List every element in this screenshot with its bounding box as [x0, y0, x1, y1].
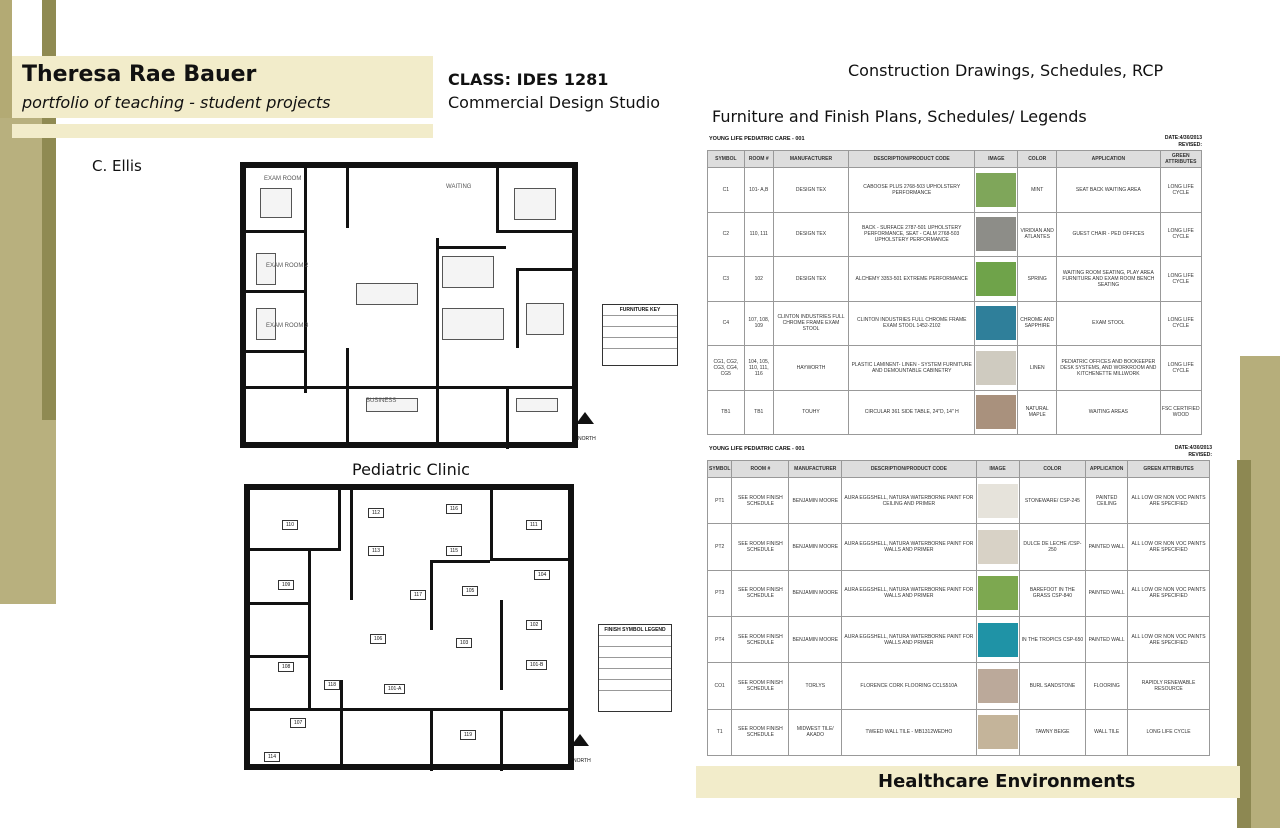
material-swatch: [976, 217, 1016, 251]
material-swatch: [978, 715, 1018, 749]
finish_schedule-cell-color: BURL SANDSTONE: [1019, 663, 1086, 709]
finish_schedule-cell-sym: T1: [708, 709, 732, 755]
material-swatch: [976, 306, 1016, 340]
finish_schedule-cell-app: WALL TILE: [1086, 709, 1128, 755]
furniture_schedule-cell-desc: PLASTIC LAMINENT- LINEN - SYSTEM FURNITURE AND DEMOUNTABLE CABINETRY: [849, 346, 975, 391]
furniture_schedule-cell-color: NATURAL MAPLE: [1018, 390, 1057, 435]
furniture_schedule-cell-app: GUEST CHAIR - PED OFFICES: [1057, 212, 1160, 257]
finish_schedule-cell-sym: PT2: [708, 524, 732, 570]
finish_schedule-cell-green: LONG LIFE CYCLE: [1128, 709, 1210, 755]
furniture-key-title: FURNITURE KEY: [603, 305, 677, 316]
finish_schedule-cell-green: ALL LOW OR NON VOC PAINTS ARE SPECIFIED: [1128, 524, 1210, 570]
finish_schedule-image-cell: [976, 570, 1019, 616]
finish_schedule-header-cell: IMAGE: [976, 461, 1019, 478]
furniture_schedule-cell-mfr: DESIGN TEX: [773, 168, 848, 213]
finish_schedule-cell-mfr: BENJAMIN MOORE: [789, 478, 842, 524]
finish_schedule-header-cell: SYMBOL: [708, 461, 732, 478]
furniture_schedule-cell-mfr: TOUHY: [773, 390, 848, 435]
furniture_schedule-cell-room: 110, 111: [744, 212, 773, 257]
finish_schedule-header-cell: APPLICATION: [1086, 461, 1128, 478]
furniture_schedule-image-cell: [975, 390, 1018, 435]
furniture_schedule-cell-color: VIRIDIAN AND ATLANTES: [1018, 212, 1057, 257]
furniture_schedule-image-cell: [975, 212, 1018, 257]
finish-schedule-date: DATE:4/30/2013: [1174, 445, 1212, 451]
finish_schedule-cell-color: BAREFOOT IN THE GRASS CSP-840: [1019, 570, 1086, 616]
material-swatch: [978, 669, 1018, 703]
finish_schedule-cell-app: FLOORING: [1086, 663, 1128, 709]
material-swatch: [976, 262, 1016, 296]
furniture_schedule-cell-color: MINT: [1018, 168, 1057, 213]
furniture_schedule-cell-app: PEDIATRIC OFFICES AND BOOKEEPER DESK SYSTEMS, AND WORKROOM AND KITCHENETTE MILLWORK: [1057, 346, 1160, 391]
material-swatch: [976, 351, 1016, 385]
furniture_schedule-cell-sym: TB1: [708, 390, 745, 435]
finish_schedule-cell-green: RAPIDLY RENEWABLE RESOURCE: [1128, 663, 1210, 709]
finish_schedule-cell-color: TAWNY BEIGE: [1019, 709, 1086, 755]
finish_schedule-image-cell: [976, 524, 1019, 570]
finish-plan: 110 112 116 111 113 115 109 117 105 104 102 106 103 101-B 108 118 101-A 107 114 119: [244, 484, 574, 770]
furniture_schedule-header-cell: MANUFACTURER: [773, 151, 848, 168]
table-row: [708, 709, 1210, 755]
finish_schedule-cell-room: SEE ROOM FINISH SCHEDULE: [732, 570, 789, 616]
furniture_schedule-cell-room: TB1: [744, 390, 773, 435]
material-swatch: [978, 576, 1018, 610]
table-row: [708, 524, 1210, 570]
table-row: [708, 663, 1210, 709]
finish_schedule-cell-desc: AURA EGGSHELL, NATURA WATERBORNE PAINT FOR WALLS AND PRIMER: [842, 616, 976, 662]
furniture_schedule-cell-room: 107, 108, 109: [744, 301, 773, 346]
finish_schedule-header-cell: ROOM #: [732, 461, 789, 478]
furniture_schedule-cell-desc: CABOOSE PLUS 2768-503 UPHOLSTERY PERFORMANCE: [849, 168, 975, 213]
material-swatch: [978, 484, 1018, 518]
furniture_schedule-cell-app: WAITING ROOM SEATING, PLAY AREA FURNITURE AND EXAM ROOM BENCH SEATING: [1057, 257, 1160, 302]
finish_schedule-cell-sym: PT1: [708, 478, 732, 524]
furniture_schedule-cell-room: 104, 105, 110, 111, 116: [744, 346, 773, 391]
furniture_schedule-cell-color: SPRING: [1018, 257, 1057, 302]
class-code: CLASS: IDES 1281: [448, 70, 609, 89]
furniture_schedule-image-cell: [975, 168, 1018, 213]
furniture_schedule-cell-app: SEAT BACK WAITING AREA: [1057, 168, 1160, 213]
furniture_schedule-image-cell: [975, 301, 1018, 346]
finish_schedule-image-cell: [976, 616, 1019, 662]
finish_schedule-cell-room: SEE ROOM FINISH SCHEDULE: [732, 524, 789, 570]
furniture_schedule-cell-room: 102: [744, 257, 773, 302]
furniture-schedule-title: YOUNG LIFE PEDIATRIC CARE - 001: [709, 136, 805, 142]
furniture_schedule-header-cell: APPLICATION: [1057, 151, 1160, 168]
north-label-2: NORTH: [573, 758, 591, 764]
north-arrow-icon: [576, 412, 594, 424]
plan-title: Pediatric Clinic: [352, 460, 470, 479]
furniture_schedule-cell-desc: ALCHEMY 3353-501 EXTREME PERFORMANCE: [849, 257, 975, 302]
furniture_schedule-cell-room: 101- A,B: [744, 168, 773, 213]
furniture_schedule-cell-mfr: DESIGN TEX: [773, 212, 848, 257]
furniture_schedule-cell-desc: CLINTON INDUSTRIES FULL CHROME FRAME EXAM STOOL 1452-2102: [849, 301, 975, 346]
furniture-schedule-date: DATE:4/30/2013: [1164, 135, 1202, 141]
finish_schedule-header-cell: GREEN ATTRIBUTES: [1128, 461, 1210, 478]
furniture_schedule-cell-sym: C1: [708, 168, 745, 213]
table-row: [708, 390, 1202, 435]
student-name: C. Ellis: [92, 157, 142, 175]
furniture_schedule-cell-color: LINEN: [1018, 346, 1057, 391]
finish_schedule-cell-app: PAINTED WALL: [1086, 616, 1128, 662]
finish_schedule-cell-desc: FLORENCE CORK FLOORING CCLS510A: [842, 663, 976, 709]
finish_schedule-cell-sym: PT3: [708, 570, 732, 616]
finish_schedule-cell-green: ALL LOW OR NON VOC PAINTS ARE SPECIFIED: [1128, 478, 1210, 524]
table-row: [708, 257, 1202, 302]
furniture_schedule-cell-green: LONG LIFE CYCLE: [1160, 301, 1201, 346]
finish_schedule-cell-desc: AURA EGGSHELL, NATURA WATERBORNE PAINT FOR WALLS AND PRIMER: [842, 570, 976, 616]
finish_schedule-cell-mfr: BENJAMIN MOORE: [789, 570, 842, 616]
furniture_schedule-cell-green: LONG LIFE CYCLE: [1160, 168, 1201, 213]
footer-title: Healthcare Environments: [878, 771, 1136, 792]
finish_schedule-cell-mfr: BENJAMIN MOORE: [789, 616, 842, 662]
furniture_schedule-image-cell: [975, 346, 1018, 391]
furniture_schedule-header-cell: SYMBOL: [708, 151, 745, 168]
table-row: [708, 168, 1202, 213]
finish-schedule-title: YOUNG LIFE PEDIATRIC CARE - 001: [709, 446, 805, 452]
finish-legend-title: FINISH SYMBOL LEGEND: [599, 625, 671, 636]
finish_schedule-image-cell: [976, 478, 1019, 524]
furniture_schedule-cell-sym: CG1, CG2, CG3, CG4, CG5: [708, 346, 745, 391]
material-swatch: [976, 395, 1016, 429]
finish_schedule-cell-green: ALL LOW OR NON VOC PAINTS ARE SPECIFIED: [1128, 616, 1210, 662]
finish-symbol-legend: [598, 624, 672, 712]
furniture_schedule-cell-sym: C4: [708, 301, 745, 346]
finish_schedule-cell-color: STONEWARE/ CSP-245: [1019, 478, 1086, 524]
finish-schedule-table: [707, 460, 1210, 756]
finish_schedule-cell-mfr: TORLYS: [789, 663, 842, 709]
north-arrow-icon-2: [571, 734, 589, 746]
author-name: Theresa Rae Bauer: [22, 62, 257, 87]
furniture_schedule-header-cell: ROOM #: [744, 151, 773, 168]
furniture_schedule-cell-color: CHROME AND SAPPHIRE: [1018, 301, 1057, 346]
furniture-schedule-revised: REVISED:: [1178, 142, 1202, 148]
material-swatch: [978, 623, 1018, 657]
class-name: Commercial Design Studio: [448, 93, 661, 112]
material-swatch: [976, 173, 1016, 207]
furniture-plan: EXAM ROOM WAITING EXAM ROOM 2 EXAM ROOM 3 BUSINESS: [240, 162, 578, 448]
table-row: [708, 616, 1210, 662]
furniture_schedule-cell-sym: C3: [708, 257, 745, 302]
finish_schedule-cell-room: SEE ROOM FINISH SCHEDULE: [732, 616, 789, 662]
finish_schedule-cell-color: DULCE DE LECHE /CSP-250: [1019, 524, 1086, 570]
finish_schedule-header-cell: MANUFACTURER: [789, 461, 842, 478]
finish_schedule-cell-app: PAINTED CEILING: [1086, 478, 1128, 524]
table-row: [708, 478, 1210, 524]
furniture_schedule-cell-green: LONG LIFE CYCLE: [1160, 257, 1201, 302]
finish_schedule-image-cell: [976, 663, 1019, 709]
furniture_schedule-header-cell: IMAGE: [975, 151, 1018, 168]
table-row: [708, 570, 1210, 616]
furniture_schedule-cell-desc: CIRCULAR 361 SIDE TABLE, 24"D, 14" H: [849, 390, 975, 435]
furniture_schedule-cell-sym: C2: [708, 212, 745, 257]
furniture-schedule-table: [707, 150, 1202, 435]
material-swatch: [978, 530, 1018, 564]
finish_schedule-header-cell: COLOR: [1019, 461, 1086, 478]
name-banner-strip: [12, 124, 433, 138]
author-subtitle: portfolio of teaching - student projects: [22, 93, 331, 112]
finish_schedule-cell-app: PAINTED WALL: [1086, 524, 1128, 570]
furniture_schedule-header-cell: DESCRIPTION/PRODUCT CODE: [849, 151, 975, 168]
finish_schedule-cell-desc: AURA EGGSHELL, NATURA WATERBORNE PAINT FOR WALLS AND PRIMER: [842, 524, 976, 570]
furniture_schedule-cell-app: WAITING AREAS: [1057, 390, 1160, 435]
furniture_schedule-header-cell: COLOR: [1018, 151, 1057, 168]
finish_schedule-cell-color: IN THE TROPICS CSP-650: [1019, 616, 1086, 662]
finish_schedule-cell-room: SEE ROOM FINISH SCHEDULE: [732, 478, 789, 524]
section-subtitle: Furniture and Finish Plans, Schedules/ Legends: [712, 107, 1087, 126]
furniture_schedule-cell-green: LONG LIFE CYCLE: [1160, 346, 1201, 391]
finish_schedule-cell-green: ALL LOW OR NON VOC PAINTS ARE SPECIFIED: [1128, 570, 1210, 616]
furniture_schedule-cell-desc: BACK - SURFACE 2787-501 UPHOLSTERY PERFORMANCE, SEAT - CALM 2768-503 UPHOLSTERY PERFORMANCE: [849, 212, 975, 257]
furniture_schedule-cell-green: FSC CERTIFIED WOOD: [1160, 390, 1201, 435]
finish_schedule-cell-sym: PT4: [708, 616, 732, 662]
finish_schedule-image-cell: [976, 709, 1019, 755]
furniture_schedule-cell-mfr: HAYWORTH: [773, 346, 848, 391]
table-row: [708, 212, 1202, 257]
finish_schedule-cell-mfr: BENJAMIN MOORE: [789, 524, 842, 570]
finish_schedule-cell-app: PAINTED WALL: [1086, 570, 1128, 616]
furniture_schedule-image-cell: [975, 257, 1018, 302]
finish_schedule-cell-sym: CO1: [708, 663, 732, 709]
finish_schedule-cell-mfr: MIDWEST TILE/ AKADO: [789, 709, 842, 755]
furniture-key-legend: [602, 304, 678, 366]
finish_schedule-cell-room: SEE ROOM FINISH SCHEDULE: [732, 709, 789, 755]
furniture_schedule-cell-green: LONG LIFE CYCLE: [1160, 212, 1201, 257]
finish-schedule-revised: REVISED:: [1188, 452, 1212, 458]
finish_schedule-cell-room: SEE ROOM FINISH SCHEDULE: [732, 663, 789, 709]
finish_schedule-cell-desc: AURA EGGSHELL, NATURA WATERBORNE PAINT FOR CEILING AND PRIMER: [842, 478, 976, 524]
furniture_schedule-cell-mfr: DESIGN TEX: [773, 257, 848, 302]
north-label: NORTH: [578, 436, 596, 442]
section-title: Construction Drawings, Schedules, RCP: [848, 61, 1164, 80]
furniture_schedule-cell-mfr: CLINTON INDUSTRIES FULL CHROME FRAME EXAM STOOL: [773, 301, 848, 346]
finish_schedule-header-cell: DESCRIPTION/PRODUCT CODE: [842, 461, 976, 478]
table-row: [708, 301, 1202, 346]
furniture_schedule-cell-app: EXAM STOOL: [1057, 301, 1160, 346]
finish_schedule-cell-desc: TWEED WALL TILE - MB1312WEDHO: [842, 709, 976, 755]
furniture_schedule-header-cell: GREEN ATTRIBUTES: [1160, 151, 1201, 168]
table-row: [708, 346, 1202, 391]
